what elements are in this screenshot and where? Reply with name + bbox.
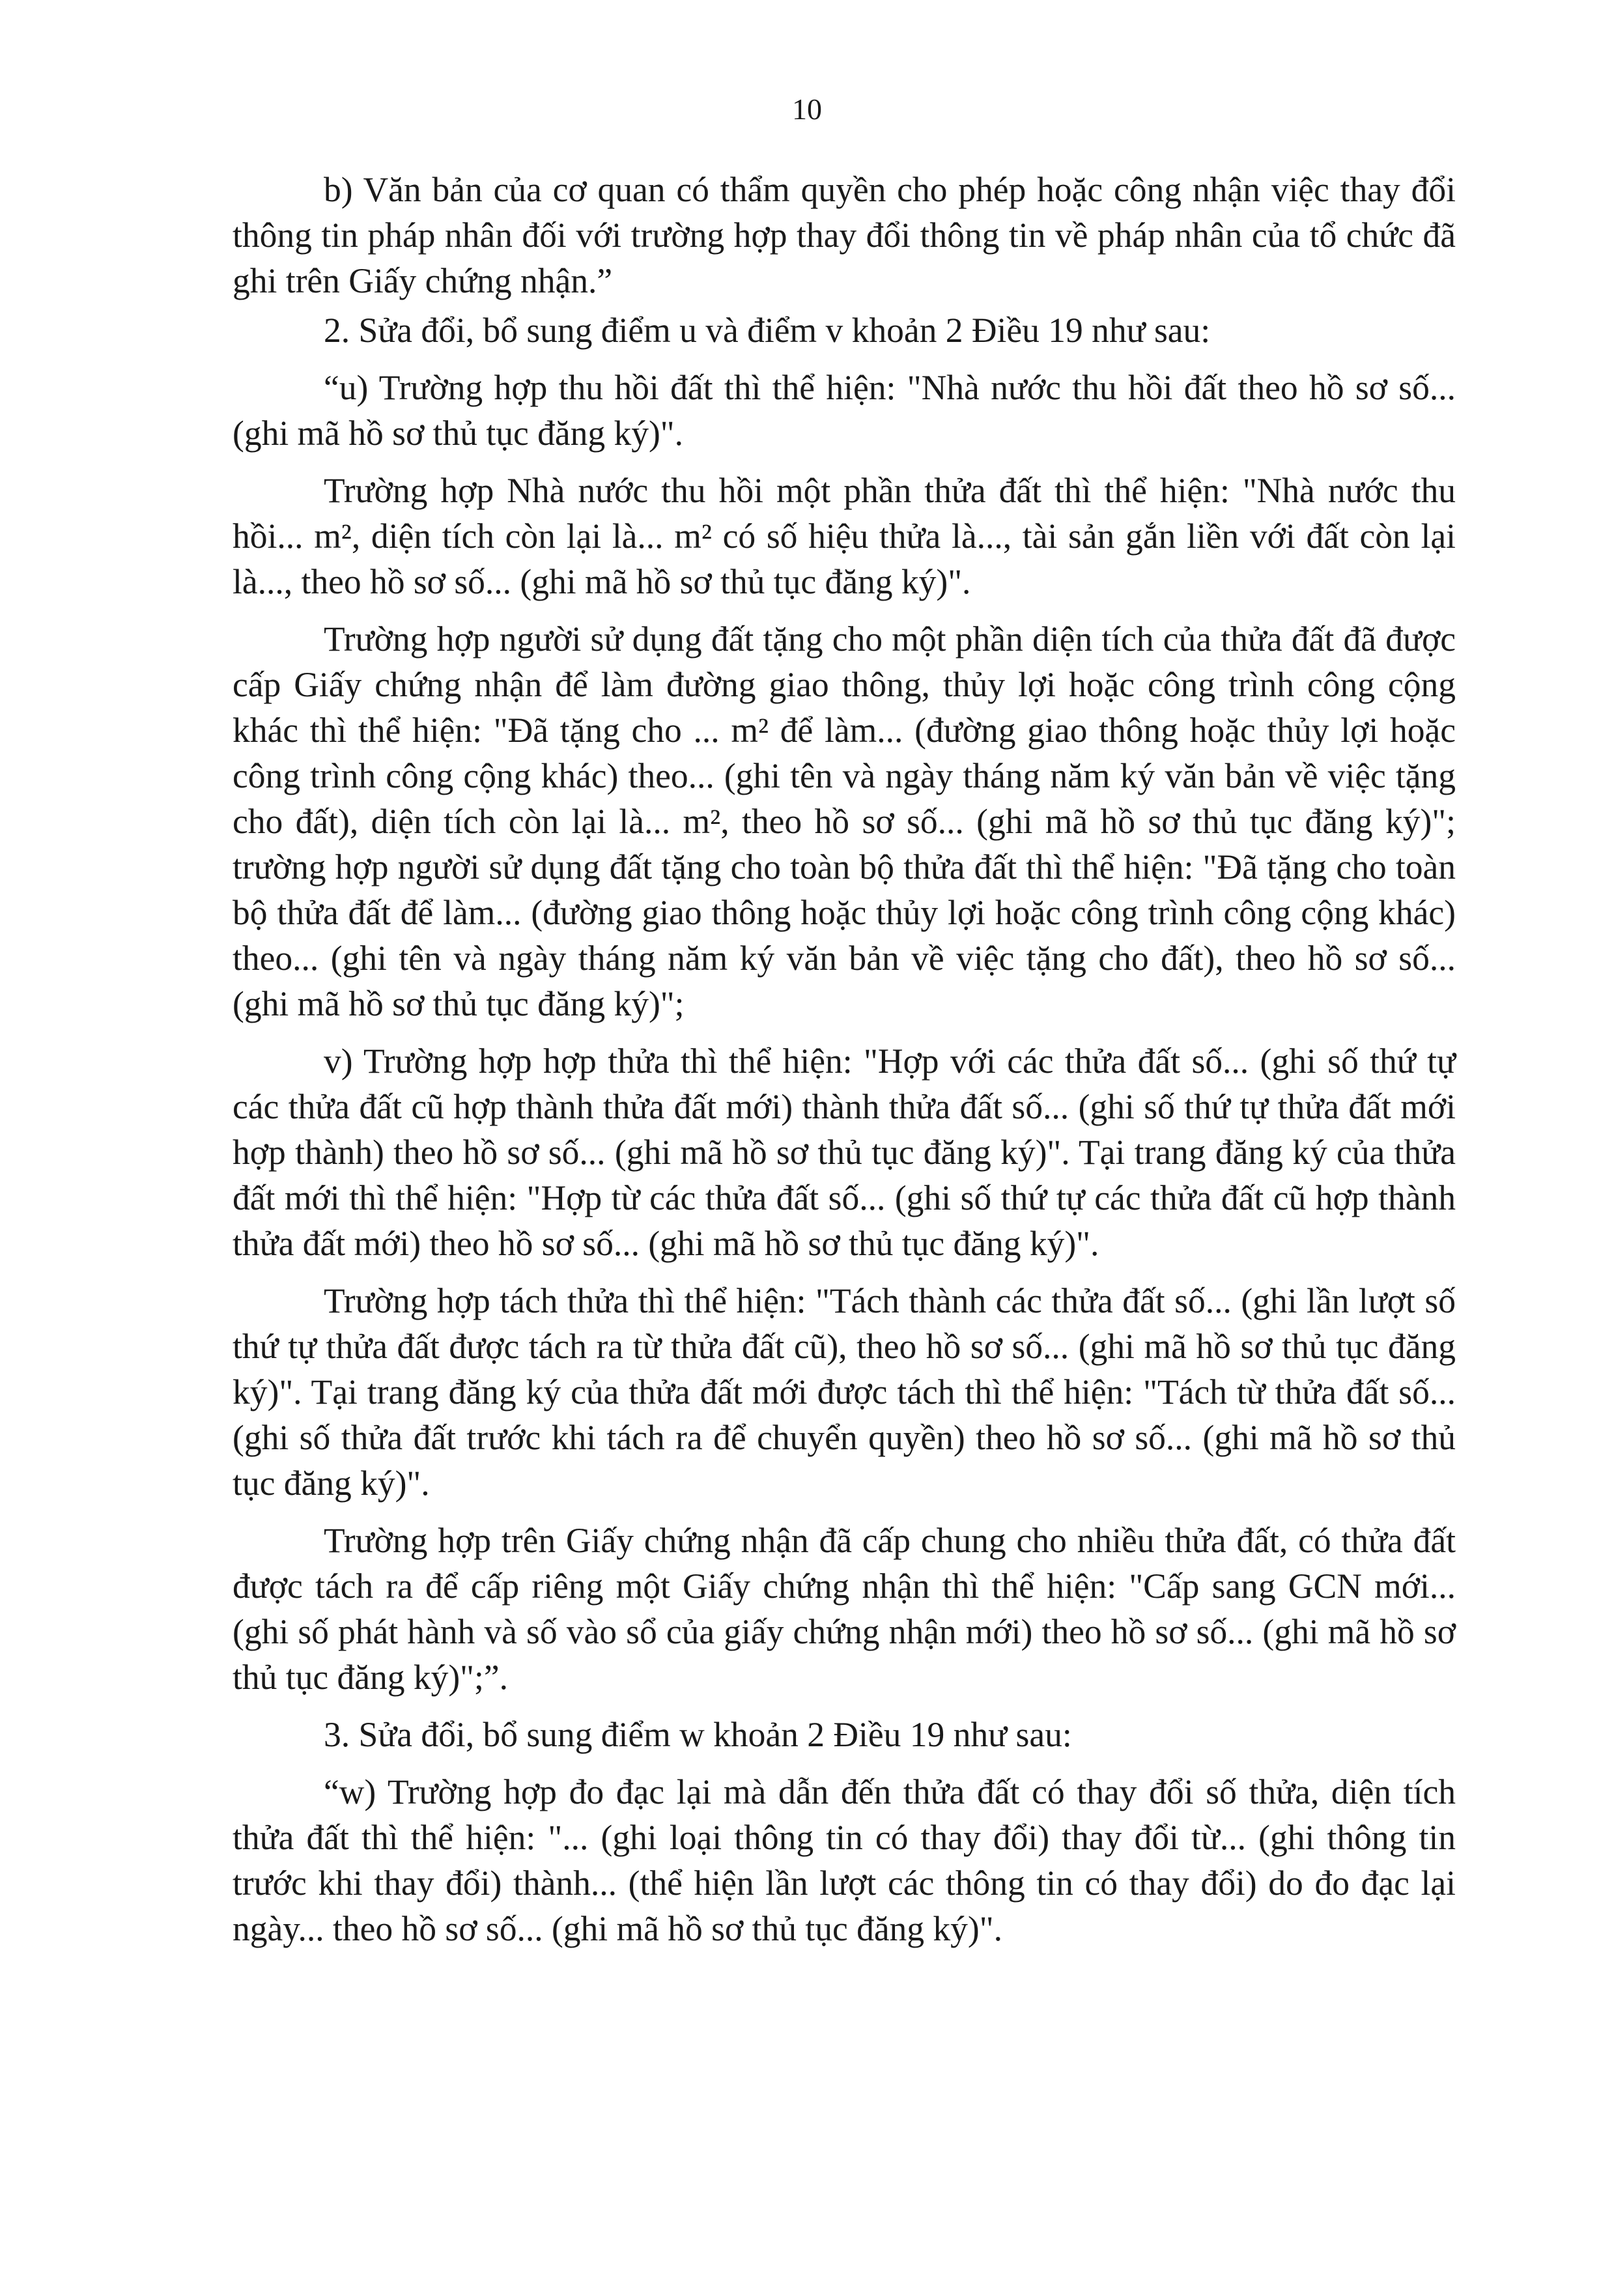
paragraph-1: b) Văn bản của cơ quan có thẩm quyền cho phép hoặc công nhận việc thay đổi thông tin pháp nhân đối với trường hợp thay đổi thông tin về pháp nhân của tổ chức đã ghi trên Giấy chứng nhận.” [233,170,1456,300]
paragraph-10: “w) Trường hợp đo đạc lại mà dẫn đến thửa đất có thay đổi số thửa, diện tích thửa đất thì thể hiện: "... (ghi loại thông tin có thay đổi) thay đổi từ... (ghi thông tin trước khi thay đổi) thành... (thể hiện lần lượt các thông tin có thay đổi) do đo đạc lại ngày... theo hồ sơ số... (ghi mã hồ sơ thủ tục đăng ký)". [233,1772,1456,1948]
document-body [233,167,1456,1963]
page-number: 10 [792,92,822,126]
paragraph-6: v) Trường hợp hợp thửa thì thể hiện: "Hợp với các thửa đất số... (ghi số thứ tự các thửa đất cũ hợp thành thửa đất mới) thành thửa đất số... (ghi số thứ tự thửa đất mới hợp thành) theo hồ sơ số... (ghi mã hồ sơ thủ tục đăng ký)". Tại trang đăng ký của thửa đất mới thì thể hiện: "Hợp từ các thửa đất số... (ghi số thứ tự các thửa đất cũ hợp thành thửa đất mới) theo hồ sơ số... (ghi mã hồ sơ thủ tục đăng ký)". [233,1042,1456,1263]
paragraph-4: Trường hợp Nhà nước thu hồi một phần thửa đất thì thể hiện: "Nhà nước thu hồi... m², diện tích còn lại là... m² có số hiệu thửa là..., tài sản gắn liền với đất còn lại là..., theo hồ sơ số... (ghi mã hồ sơ thủ tục đăng ký)". [233,471,1456,601]
paragraph-5: Trường hợp người sử dụng đất tặng cho một phần diện tích của thửa đất đã được cấp Giấy chứng nhận để làm đường giao thông, thủy lợi hoặc công trình công cộng khác thì thể hiện: "Đã tặng cho ... m² để làm... (đường giao thông hoặc thủy lợi hoặc công trình công cộng khác) theo... (ghi tên và ngày tháng năm ký văn bản về việc tặng cho đất), diện tích còn lại là... m², theo hồ sơ số... (ghi mã hồ sơ thủ tục đăng ký)"; trường hợp người sử dụng đất tặng cho toàn bộ thửa đất thì thể hiện: "Đã tặng cho toàn bộ thửa đất để làm... (đường giao thông hoặc thủy lợi hoặc công trình công cộng khác) theo... (ghi tên và ngày tháng năm ký văn bản về việc tặng cho đất), theo hồ sơ số... (ghi mã hồ sơ thủ tục đăng ký)"; [233,619,1456,1023]
paragraph-3: “u) Trường hợp thu hồi đất thì thể hiện: "Nhà nước thu hồi đất theo hồ sơ số... (ghi mã hồ sơ thủ tục đăng ký)". [233,368,1456,453]
paragraph-8: Trường hợp trên Giấy chứng nhận đã cấp chung cho nhiều thửa đất, có thửa đất được tách ra để cấp riêng một Giấy chứng nhận thì thể hiện: "Cấp sang GCN mới... (ghi số phát hành và số vào sổ của giấy chứng nhận mới) theo hồ sơ số... (ghi mã hồ sơ thủ tục đăng ký)";”. [233,1521,1456,1697]
paragraph-2: 2. Sửa đổi, bổ sung điểm u và điểm v khoản 2 Điều 19 như sau: [324,311,1211,350]
paragraph-7: Trường hợp tách thửa thì thể hiện: "Tách thành các thửa đất số... (ghi lần lượt số thứ tự thửa đất được tách ra từ thửa đất cũ), theo hồ sơ số... (ghi mã hồ sơ thủ tục đăng ký)". Tại trang đăng ký của thửa đất mới được tách thì thể hiện: "Tách từ thửa đất số... (ghi số thửa đất trước khi tách ra để chuyển quyền) theo hồ sơ số... (ghi mã hồ sơ thủ tục đăng ký)". [233,1281,1456,1503]
paragraph-9: 3. Sửa đổi, bổ sung điểm w khoản 2 Điều 19 như sau: [324,1715,1072,1754]
